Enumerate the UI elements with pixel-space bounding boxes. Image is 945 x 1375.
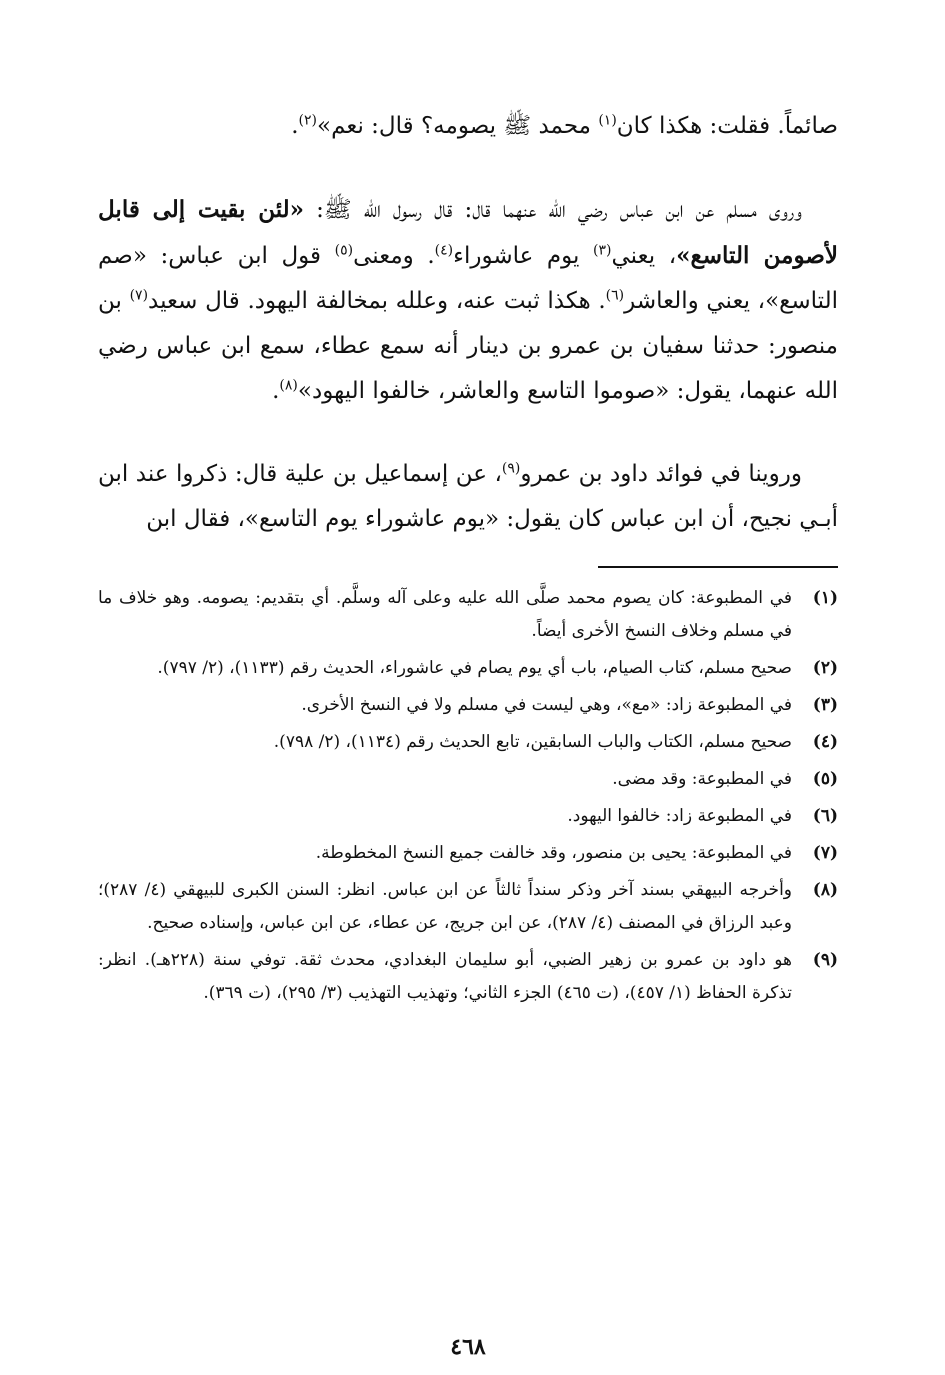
- hadith-quote: «لئن بقيت إلى قابل لأصومن التاسع»: [98, 196, 839, 269]
- footnote-ref[interactable]: (٩): [501, 460, 521, 477]
- page-number: ٤٦٨: [450, 1334, 486, 1360]
- text-run: قول ابن عباس: «صم التاسع»، يعني والعاشر: [98, 243, 838, 314]
- footnote-number: (١): [812, 588, 838, 608]
- footnote-text: في المطبوعة: كان يصوم محمد صلَّى الله عليه وعلى آله وسلَّم. أي بتقديم: يصومه. وهو خلاف ما في مسلم وخلاف النسخ الأخرى أيضاً.: [98, 588, 792, 641]
- paragraph-continuation: [98, 104, 838, 149]
- footnote-item: [98, 837, 838, 870]
- footnote-item: [98, 874, 838, 940]
- footnote-text: في المطبوعة زاد: «مع»، وهي ليست في مسلم ولا في النسخ الأخرى.: [301, 695, 792, 715]
- footnote-text: وأخرجه البيهقي بسند آخر وذكر سنداً ثالثاً عن ابن عباس. انظر: السنن الكبرى للبيهقي (٤/ ٢٨٧)؛ وعبد الرزاق في المصنف (٤/ ٢٨٧)، عن ابن جريج، عن عطاء، عن ابن عباس، وإسناده صحيح.: [98, 880, 792, 933]
- footnotes-section: [98, 582, 838, 1010]
- footnote-ref[interactable]: (٧): [129, 287, 149, 304]
- text-run: محمد ﷺ يصومه؟ قال: نعم»: [317, 113, 599, 139]
- footnote-number: (٣): [812, 695, 838, 715]
- text-run: ، يعني: [611, 243, 677, 269]
- text-run: .: [291, 113, 299, 139]
- footnote-item: [98, 944, 838, 1010]
- footnote-item: [98, 726, 838, 759]
- text-run: .: [272, 378, 280, 404]
- footnote-item: [98, 763, 838, 796]
- footnote-ref[interactable]: (٥): [334, 242, 354, 259]
- footnote-ref[interactable]: (٢): [298, 112, 317, 129]
- footnote-ref[interactable]: (٦): [605, 287, 625, 304]
- footnote-number: (٤): [812, 732, 838, 752]
- footnote-number: (٥): [812, 769, 838, 789]
- footnote-ref[interactable]: (٣): [593, 242, 612, 259]
- footnote-number: (٦): [812, 806, 838, 826]
- text-run: صائماً. فقلت: هكذا كان: [616, 113, 838, 139]
- text-run: . هكذا ثبت عنه، وعلله بمخالفة اليهود. قال سعيد: [148, 288, 606, 314]
- text-run: بن منصور: حدثنا سفيان بن عمرو بن دينار أنه سمع عطاء، سمع ابن عباس رضي الله عنهما، يقول: «صوموا التاسع والعاشر، خالفوا اليهود»: [98, 288, 838, 404]
- footnote-ref[interactable]: (٤): [434, 242, 454, 259]
- footnote-separator: [598, 566, 838, 568]
- footnote-item: [98, 652, 838, 685]
- footnote-item: [98, 689, 838, 722]
- footnote-text: في المطبوعة: وقد مضى.: [612, 769, 792, 789]
- footnote-number: (٢): [812, 658, 838, 678]
- footnote-ref[interactable]: (٨): [279, 377, 298, 394]
- footnote-number: (٨): [812, 880, 838, 900]
- paragraph-muslim-narration: [98, 187, 838, 414]
- footnote-number: (٩): [812, 950, 838, 970]
- paragraph-dawud-benefits: [98, 452, 838, 542]
- text-run: . ومعنى: [353, 243, 435, 269]
- footnote-text: هو داود بن عمرو بن زهير الضبي، أبو سليمان البغدادي، محدث ثقة. توفي سنة (٢٢٨هـ). انظر: تذكرة الحفاظ (١/ ٤٥٧)، (ت ٤٦٥) الجزء الثاني؛ وتهذيب التهذيب (٣/ ٢٩٥)، (ت ٣٦٩).: [98, 950, 792, 1003]
- footnote-text: صحيح مسلم، كتاب الصيام، باب أي يوم يصام في عاشوراء، الحديث رقم (١١٣٣)، (٢/ ٧٩٧).: [157, 658, 792, 678]
- text-run: وروينا في فوائد داود بن عمرو: [520, 461, 803, 487]
- footnote-text: في المطبوعة: يحيى بن منصور، وقد خالفت جميع النسخ المخطوطة.: [315, 843, 792, 863]
- text-run: يوم عاشوراء: [453, 243, 594, 269]
- footnote-text: صحيح مسلم، الكتاب والباب السابقين، تابع الحديث رقم (١١٣٤)، (٢/ ٧٩٨).: [273, 732, 792, 752]
- footnote-ref[interactable]: (١): [598, 112, 617, 129]
- book-page: [98, 96, 839, 1360]
- footnote-number: (٧): [812, 843, 838, 863]
- text-run: ، عن إسماعيل بن علية قال: ذكروا عند ابن أبـي نجيح، أن ابن عباس كان يقول: «يوم عاشوراء يوم التاسع»، فقال ابن: [98, 461, 838, 532]
- text-run: وروى مسلم عن ابن عباس رضي الله عنهما قال: قال رسول الله ﷺ:: [304, 197, 802, 223]
- footnote-text: في المطبوعة زاد: خالفوا اليهود.: [567, 806, 792, 826]
- footnote-item: [98, 582, 838, 648]
- footnote-item: [98, 800, 838, 833]
